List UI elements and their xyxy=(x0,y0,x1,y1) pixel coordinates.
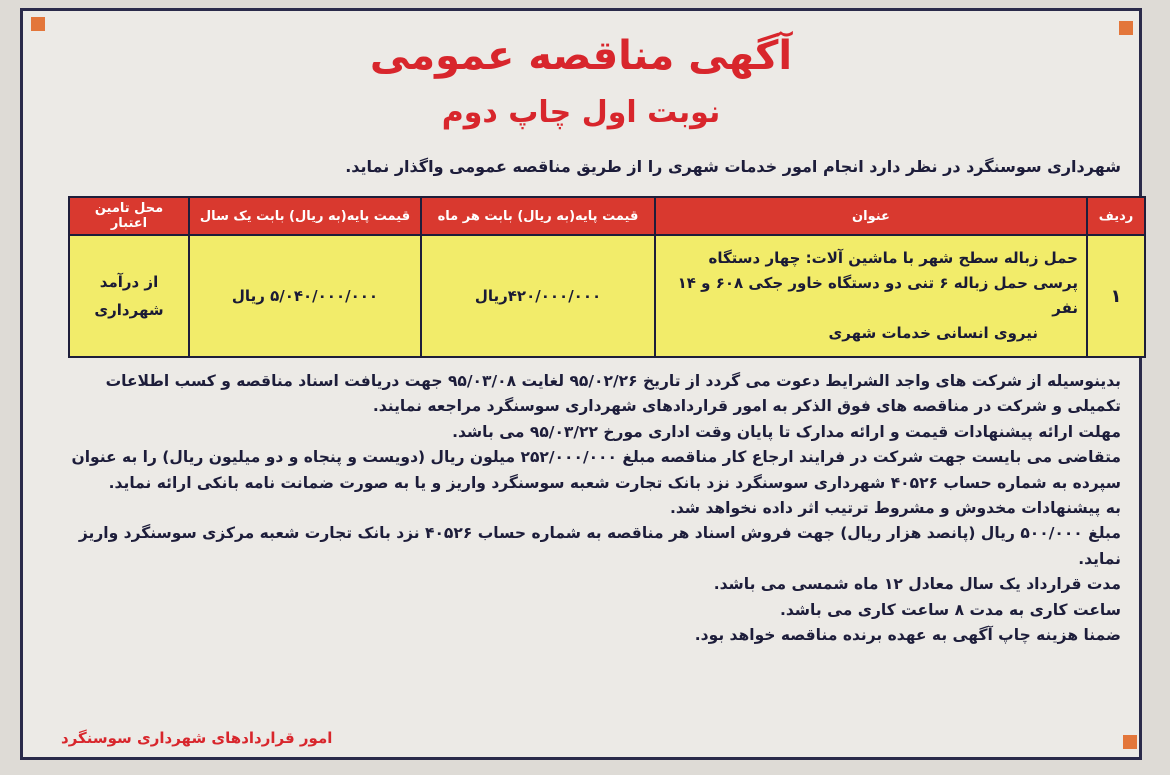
body-line: به پیشنهادات مخدوش و مشروط ترتیب اثر داده نخواهد شد. xyxy=(669,499,1121,518)
corner-mark-top-left xyxy=(31,17,45,31)
corner-mark-bottom-right xyxy=(1123,735,1137,749)
intro-text: شهرداری سوسنگرد در نظر دارد انجام امور خدمات شهری را از طریق مناقصه عمومی واگذار نماید. xyxy=(345,157,1121,176)
cell-funding xyxy=(69,235,189,357)
cell-funding-line: از درآمد xyxy=(99,273,159,291)
header-yearly-price: قیمت پایه(به ریال) بابت یک سال xyxy=(189,197,421,235)
header-monthly-price: قیمت پایه(به ریال) بابت هر ماه xyxy=(421,197,655,235)
table-row xyxy=(69,235,1145,357)
cell-title-line: نیروی انسانی خدمات شهری xyxy=(828,324,1038,342)
body-line: ساعت کاری به مدت ۸ ساعت کاری می باشد. xyxy=(779,600,1121,619)
body-line: بدینوسیله از شرکت های واجد الشرایط دعوت می گردد از تاریخ ۹۵/۰۲/۲۶ لغایت ۹۵/۰۳/۰۸ جهت دریافت اسناد مناقصه و کسب اطلاعات xyxy=(105,372,1121,390)
table-header-row xyxy=(69,197,1145,235)
body-line: ضمنا هزینه چاپ آگهی به عهده برنده مناقصه خواهد بود. xyxy=(694,626,1121,645)
body-line: متقاضی می بایست جهت شرکت در فرایند ارجاع کار مناقصه مبلغ ۲۵۲/۰۰۰/۰۰۰ میلون ریال (دویست و پنجاه و دو میلیون ریال) را به عنوان xyxy=(71,448,1121,467)
cell-yearly-price: ۵/۰۴۰/۰۰۰/۰۰۰ ریال xyxy=(189,235,421,357)
notice-frame xyxy=(20,8,1142,760)
body-line: سپرده به شماره حساب ۴۰۵۲۶ شهرداری سوسنگرد نزد بانک تجارت شعبه سوسنگرد واریز و یا به صورت ضمانت نامه بانکی ارائه نماید. xyxy=(108,473,1121,492)
body-line: مبلغ ۵۰۰/۰۰۰ ریال (پانصد هزار ریال) جهت فروش اسناد هر مناقصه به شماره حساب ۴۰۵۲۶ نزد بانک تجارت شعبه مرکزی سوسنگرد واریز xyxy=(78,524,1121,543)
body-line: نماید. xyxy=(1078,549,1121,568)
header-row-number: ردیف xyxy=(1087,197,1145,235)
header-funding: محل تامین اعتبار xyxy=(69,197,189,235)
notice-subtitle: نوبت اول چاپ دوم xyxy=(441,95,721,130)
tender-table xyxy=(68,196,1146,358)
notice-title: آگهی مناقصه عمومی xyxy=(369,33,793,79)
signature: امور قراردادهای شهرداری سوسنگرد xyxy=(61,729,333,747)
body-line: مهلت ارائه پیشنهادات قیمت و ارائه مدارک تا پایان وقت اداری مورخ ۹۵/۰۳/۲۲ می باشد. xyxy=(452,422,1121,441)
body-line: تکمیلی و شرکت در مناقصه های فوق الذکر به امور قراردادهای شهرداری سوسنگرد مراجعه نمایند. xyxy=(372,397,1121,416)
header-title: عنوان xyxy=(655,197,1087,235)
cell-row-number: ۱ xyxy=(1087,235,1145,357)
cell-title-line: پرسی حمل زباله ۶ تنی دو دستگاه خاور جکی ۶۰۸ و ۱۴ نفر xyxy=(677,274,1078,317)
cell-monthly-price: ۴۲۰/۰۰۰/۰۰۰ریال xyxy=(421,235,655,357)
cell-title xyxy=(655,235,1087,357)
body-line: مدت قرارداد یک سال معادل ۱۲ ماه شمسی می باشد. xyxy=(713,575,1121,594)
cell-funding-line: شهرداری xyxy=(94,301,164,319)
cell-title-line: حمل زباله سطح شهر با ماشین آلات: چهار دستگاه xyxy=(708,249,1078,267)
notice-body xyxy=(41,369,1121,648)
